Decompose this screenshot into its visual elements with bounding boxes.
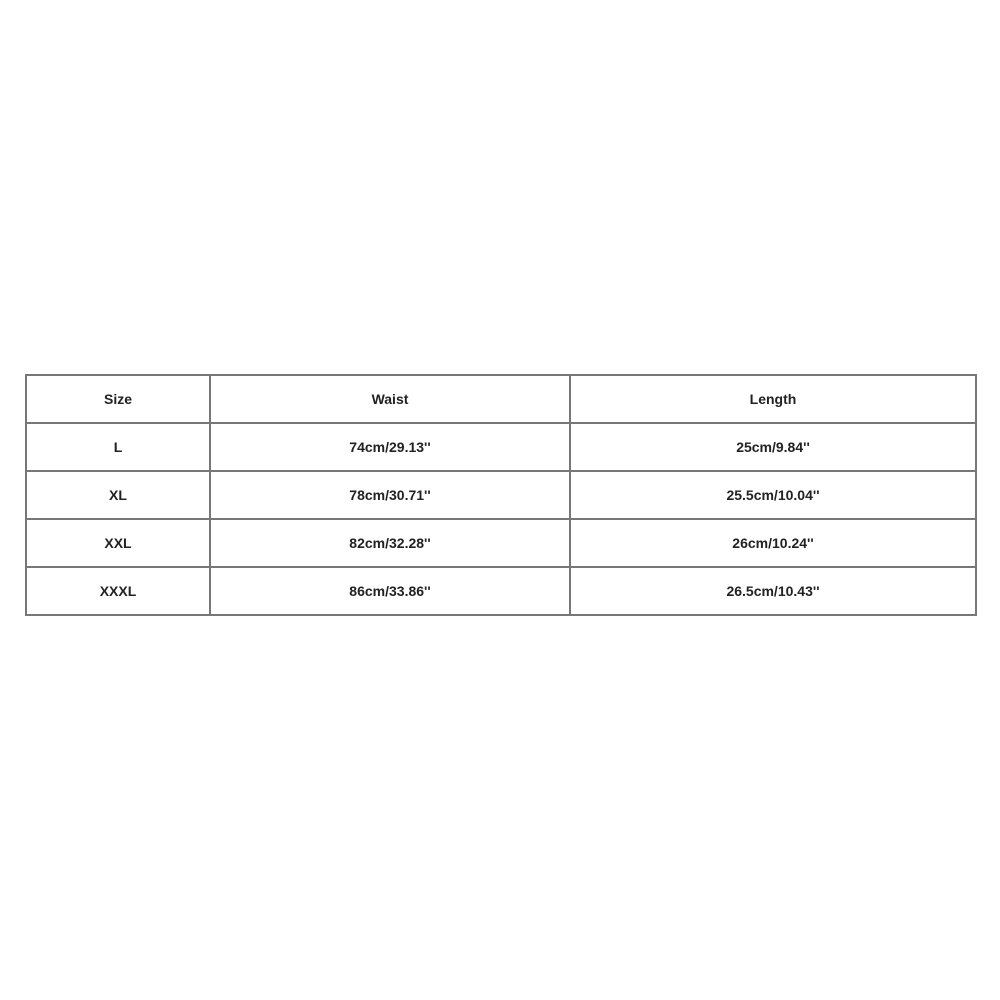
table-header-row xyxy=(26,375,976,423)
table-row xyxy=(26,519,976,567)
cell-size: XXXL xyxy=(26,567,210,615)
cell-size: XXL xyxy=(26,519,210,567)
header-size: Size xyxy=(26,375,210,423)
cell-waist: 78cm/30.71'' xyxy=(210,471,570,519)
table-row xyxy=(26,471,976,519)
cell-length: 26cm/10.24'' xyxy=(570,519,976,567)
table-row xyxy=(26,567,976,615)
header-length: Length xyxy=(570,375,976,423)
cell-size: XL xyxy=(26,471,210,519)
cell-length: 26.5cm/10.43'' xyxy=(570,567,976,615)
cell-length: 25.5cm/10.04'' xyxy=(570,471,976,519)
header-waist: Waist xyxy=(210,375,570,423)
cell-length: 25cm/9.84'' xyxy=(570,423,976,471)
cell-size: L xyxy=(26,423,210,471)
cell-waist: 74cm/29.13'' xyxy=(210,423,570,471)
cell-waist: 86cm/33.86'' xyxy=(210,567,570,615)
size-chart-table xyxy=(25,374,977,616)
table-row xyxy=(26,423,976,471)
cell-waist: 82cm/32.28'' xyxy=(210,519,570,567)
